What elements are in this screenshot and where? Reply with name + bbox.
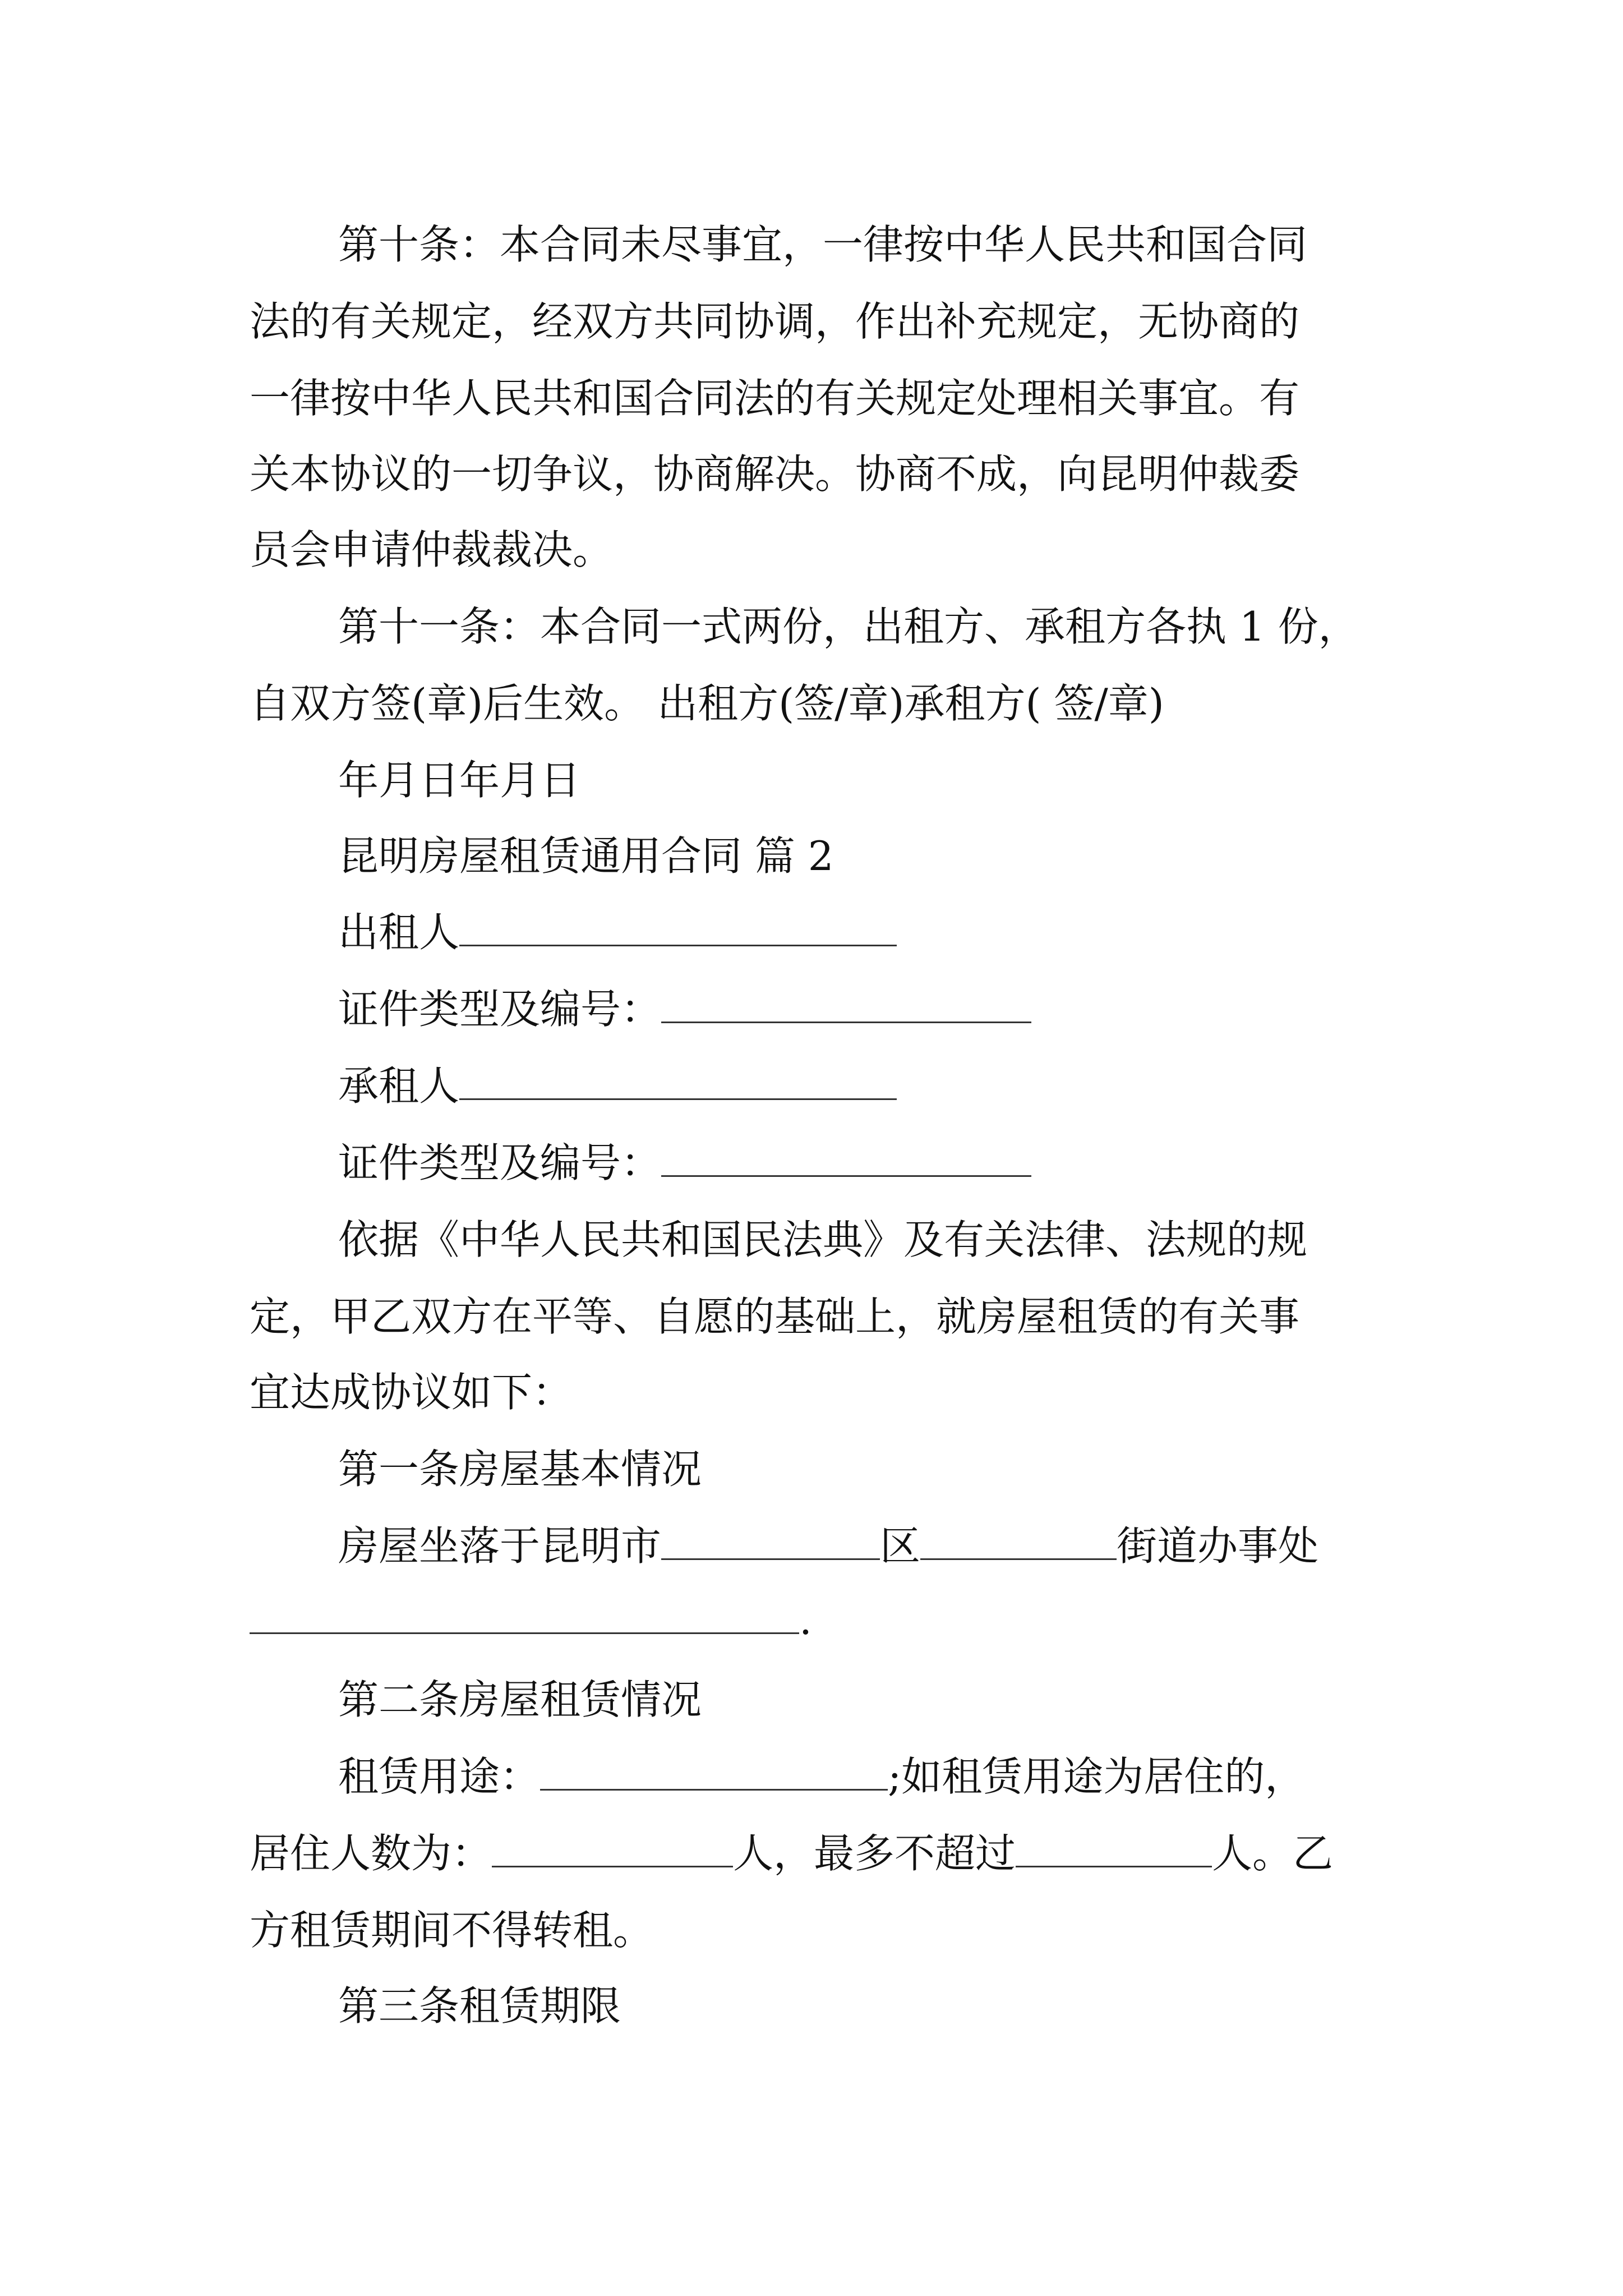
residents-label: 居住人数为： bbox=[250, 1830, 492, 1877]
id-label-1: 证件类型及编号： bbox=[338, 986, 662, 1033]
district-blank[interactable] bbox=[661, 1519, 880, 1560]
article3-title: 第三条租赁期限 bbox=[338, 1982, 621, 2030]
section-title: 昆明房屋租赁通用合同 篇 2 bbox=[338, 832, 834, 880]
lessor-label: 出租人 bbox=[338, 909, 460, 956]
lessee-blank[interactable] bbox=[459, 1059, 897, 1100]
lessor-line bbox=[338, 905, 1382, 959]
article1-address-line bbox=[250, 1593, 1382, 1647]
article10-line5: 员会申请仲裁裁决。 bbox=[250, 526, 614, 573]
residents-blank[interactable] bbox=[492, 1826, 733, 1867]
lessee-line bbox=[338, 1059, 1382, 1113]
id-label-2: 证件类型及编号： bbox=[338, 1139, 662, 1186]
article10-line3: 一律按中华人民共和国合同法的有关规定处理相关事宜。有 bbox=[250, 375, 1300, 422]
use-suffix: ;如租赁用途为居住的， bbox=[888, 1753, 1306, 1800]
article1-title: 第一条房屋基本情况 bbox=[338, 1446, 702, 1493]
preamble-line1: 依据《中华人民共和国民法典》及有关法律、法规的规 bbox=[338, 1216, 1308, 1263]
article10-line1: 第十条：本合同未尽事宜，一律按中华人民共和国合同 bbox=[338, 221, 1308, 268]
use-blank[interactable] bbox=[540, 1750, 888, 1791]
street-blank[interactable] bbox=[920, 1519, 1117, 1560]
street-office-label: 街道办事处 bbox=[1117, 1522, 1319, 1570]
preamble-line3: 宜达成协议如下： bbox=[250, 1369, 573, 1416]
id-line-1 bbox=[338, 982, 1382, 1036]
use-label: 租赁用途： bbox=[338, 1753, 541, 1800]
article2-no-sublet: 方租赁期间不得转租。 bbox=[250, 1907, 654, 1954]
article2-use-line bbox=[338, 1750, 1382, 1803]
date-line: 年月日年月日 bbox=[338, 757, 581, 804]
district-label: 区 bbox=[880, 1522, 921, 1570]
article10-line2: 法的有关规定，经双方共同协调，作出补充规定，无协商的 bbox=[250, 298, 1300, 345]
id-blank-2[interactable] bbox=[661, 1136, 1031, 1177]
address-end-period: . bbox=[799, 1596, 812, 1644]
preamble-line2: 定，甲乙双方在平等、自愿的基础上，就房屋租赁的有关事 bbox=[250, 1293, 1300, 1340]
address-blank[interactable] bbox=[250, 1593, 799, 1634]
article11-line2: 自双方签(章)后生效。 出租方(签/章)承租方( 签/章) bbox=[250, 680, 1164, 727]
max-residents-blank[interactable] bbox=[1016, 1826, 1212, 1867]
article1-location-line bbox=[338, 1519, 1382, 1573]
article2-title: 第二条房屋租赁情况 bbox=[338, 1676, 702, 1723]
lessor-blank[interactable] bbox=[459, 905, 897, 946]
article11-line1: 第十一条：本合同一式两份，出租方、承租方各执 1 份， bbox=[338, 603, 1359, 650]
lessee-label: 承租人 bbox=[338, 1062, 460, 1110]
residents-mid: 人，最多不超过 bbox=[733, 1830, 1016, 1877]
location-prefix: 房屋坐落于昆明市 bbox=[338, 1522, 662, 1570]
article2-residents-line bbox=[250, 1826, 1382, 1880]
id-line-2 bbox=[338, 1136, 1382, 1190]
id-blank-1[interactable] bbox=[661, 982, 1031, 1023]
article10-line4: 关本协议的一切争议，协商解决。协商不成，向昆明仲裁委 bbox=[250, 450, 1300, 498]
residents-end: 人。乙 bbox=[1212, 1830, 1334, 1877]
